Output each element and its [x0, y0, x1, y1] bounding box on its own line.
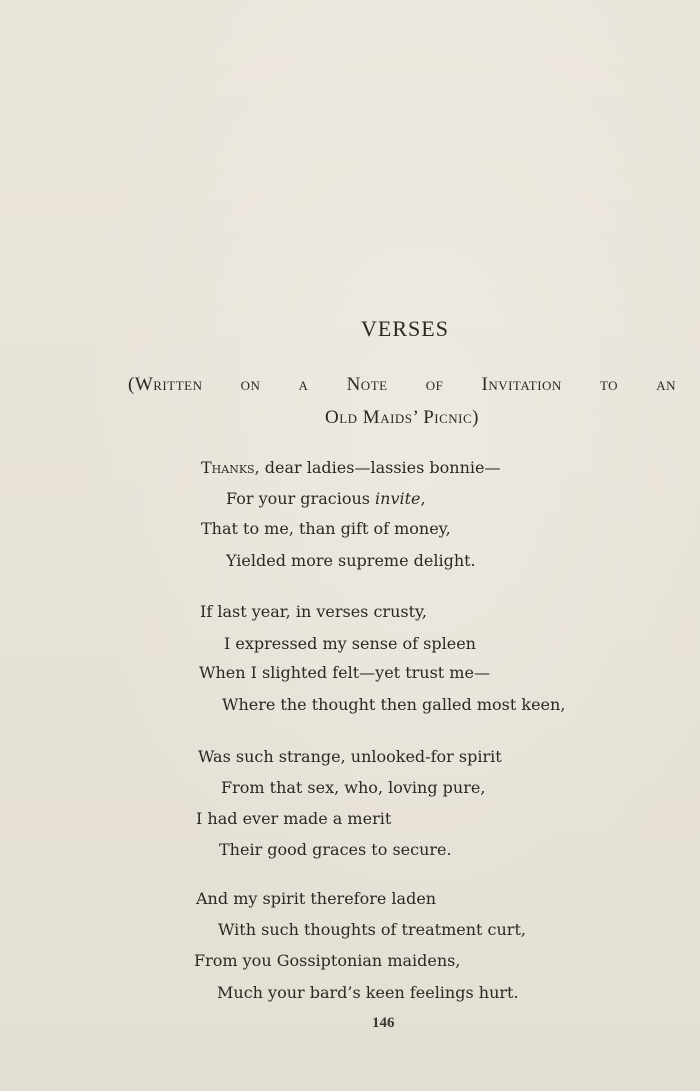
poem-line: I had ever made a merit	[196, 809, 392, 828]
poem-line: Yielded more supreme delight.	[226, 551, 476, 570]
poem-line: That to me, than gift of money,	[201, 519, 451, 538]
poem-line: When I slighted felt—yet trust me—	[199, 663, 490, 682]
poem-line: Their good graces to secure.	[219, 840, 452, 859]
poem-line: Much your bard’s keen feelings hurt.	[217, 983, 519, 1002]
subtitle-line-2: Old Maids’ Picnic)	[325, 407, 479, 428]
poem-line: From you Gossiptonian maidens,	[194, 951, 461, 970]
poem-line-text: For your gracious	[226, 489, 376, 508]
page-number: 146	[372, 1015, 395, 1031]
poem-line: With such thoughts of treatment curt,	[218, 920, 526, 939]
page-title: VERSES	[361, 316, 449, 341]
poem-line	[201, 458, 500, 477]
poem-line: Was such strange, unlooked-for spirit	[198, 747, 502, 766]
poem-line-punct: ,	[420, 489, 426, 508]
poem-line-text: , dear ladies—lassies bonnie—	[254, 458, 501, 477]
poem-line: From that sex, who, loving pure,	[221, 778, 486, 797]
subtitle	[128, 368, 676, 434]
poem-line: And my spirit therefore laden	[196, 889, 437, 908]
poem-line: I expressed my sense of spleen	[224, 634, 476, 653]
subtitle-line-1: (Written on a Note of Invitation to an	[128, 374, 676, 395]
poem-line	[226, 489, 426, 508]
italic-word: invite	[375, 489, 421, 508]
opening-word: Thanks	[201, 458, 255, 477]
poem-line: If last year, in verses crusty,	[200, 602, 428, 621]
poem-line: Where the thought then galled most keen,	[222, 695, 566, 714]
